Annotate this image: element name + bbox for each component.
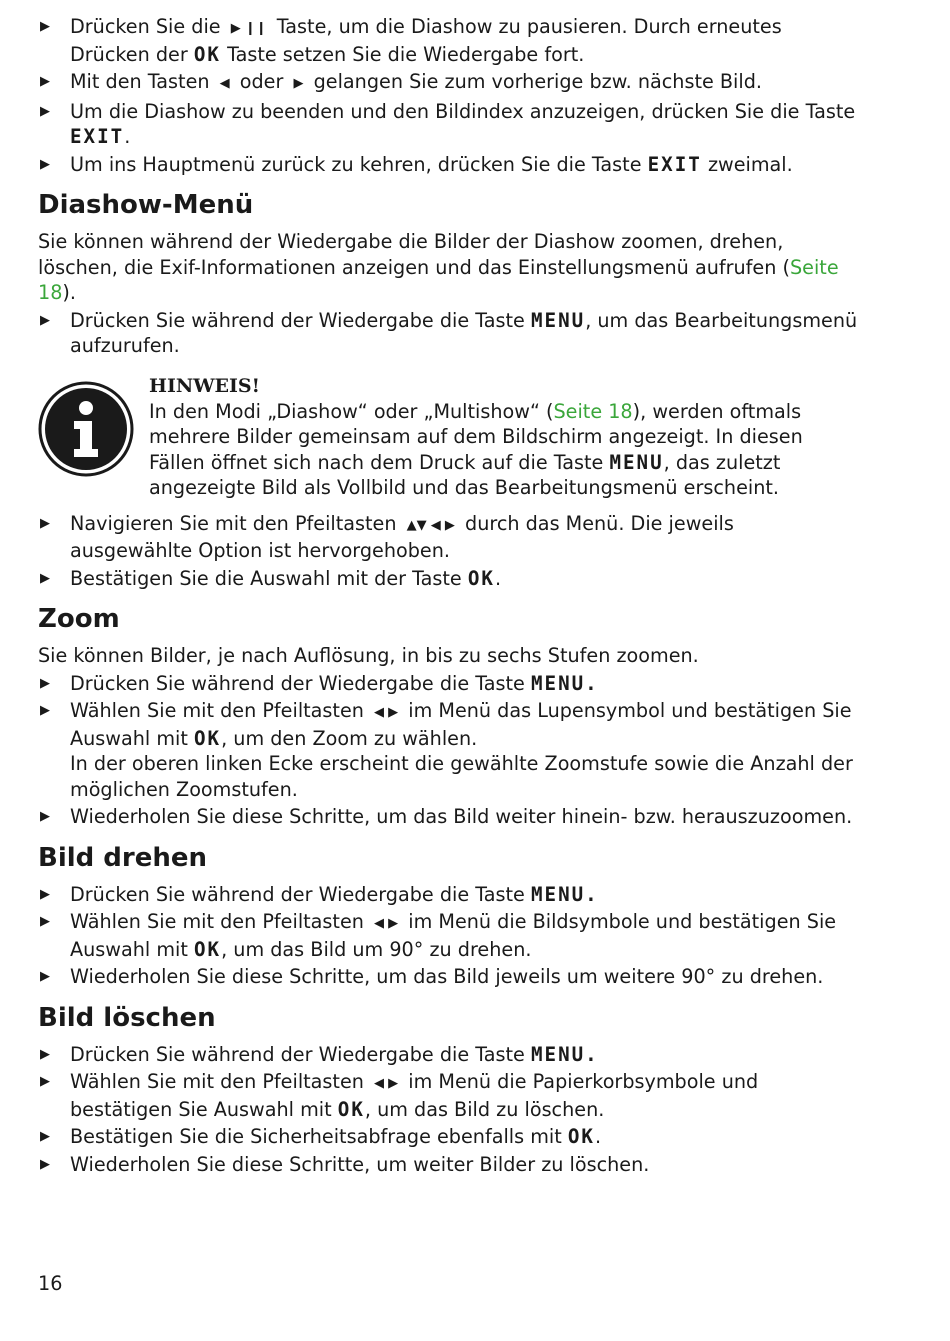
bullet-rotate-select [38,909,858,962]
text: Drücken Sie während der Wiedergabe die Taste [70,308,525,332]
bullet-arrow-icon: ▶ [40,570,50,586]
text: ), werden oftmals mehrere Bilder gemeinsam auf dem Bildschirm angezeigt. In diesen Fällen öffnet sich nach dem Druck auf die Taste [149,399,803,474]
bullet-rotate-repeat [38,964,858,990]
note-box [38,373,858,501]
arrow-left-icon: ◀ [430,517,441,533]
text: im Menü das Lupensymbol und bestätigen Sie Auswahl mit [70,699,852,750]
text: im Menü die Papierkorbsymbole und bestätigen Sie Auswahl mit [70,1070,759,1121]
bullet-zoom-repeat [38,804,858,830]
bullet-arrow-icon: ▶ [40,515,50,531]
bullet-arrow-icon: ▶ [40,886,50,902]
arrow-left-icon: ◀ [374,705,385,720]
text: . [124,125,131,148]
text: Wiederholen Sie diese Schritte, um das Bild jeweils um weitere 90° zu drehen. [70,965,824,988]
bullet-delete-menu [38,1042,858,1068]
text: Wählen Sie mit den Pfeiltasten [70,910,364,933]
key-ok: OK [193,42,221,66]
note-text [149,399,858,501]
key-menu: MENU. [530,882,599,906]
page-link[interactable]: Seite 18 [38,255,839,304]
arrow-keys-icons [407,513,455,539]
text: Mit den Tasten [70,70,210,93]
text: , um den Zoom zu wählen. [221,726,478,750]
bullet-arrow-icon: ▶ [40,969,50,984]
arrow-up-icon: ▲ [406,517,417,533]
text: Drücken Sie während der Wiedergabe die Taste [70,882,525,906]
text: Wiederholen Sie diese Schritte, um weiter Bilder zu löschen. [70,1152,650,1176]
paragraph-diashow [38,229,858,306]
bullet-arrow-icon: ▶ [40,703,50,718]
key-ok: OK [337,1097,365,1121]
page-content [38,14,858,1179]
bullet-arrow-icon: ▶ [40,312,50,328]
bullet-confirm [38,566,858,592]
bullet-arrow-icon: ▶ [40,809,50,824]
bullet-arrow-icon: ▶ [40,74,50,89]
key-menu: MENU. [530,1042,599,1066]
text: Wiederholen Sie diese Schritte, um das Bild weiter hinein- bzw. herauszuzoomen. [70,805,853,828]
bullet-arrow-icon: ▶ [40,103,50,119]
text: In den Modi „Diashow“ oder „Multishow“ ( [149,399,554,423]
paragraph-zoom: Sie können Bilder, je nach Auflösung, in bis zu sechs Stufen zoomen. [38,644,699,667]
page-link[interactable]: Seite 18 [553,399,633,423]
bullet-arrow-icon: ▶ [40,156,50,172]
key-menu: MENU [530,308,586,332]
arrow-right-icon: ▶ [444,517,455,533]
text: ). [62,281,77,304]
arrow-right-icon: ▶ [388,916,399,931]
text: , das zuletzt angezeigte Bild als Vollbild und das Bearbeitungsmenü erscheint. [149,450,781,499]
text: , um das Bild zu löschen. [364,1097,605,1121]
text: . [594,1125,602,1148]
arrow-left-icon: ◀ [374,916,385,931]
text: Navigieren Sie mit den Pfeiltasten [70,511,397,535]
arrow-left-right-icons [374,911,398,937]
key-exit: EXIT [647,152,702,176]
text: . [494,566,502,590]
key-ok: OK [193,726,222,750]
bullet-navigate [38,69,858,97]
text: Um ins Hauptmenü zurück zu kehren, drücken Sie die Taste [70,152,642,176]
text: zweimal. [707,152,793,176]
text: Taste setzen Sie die Wiedergabe fort. [227,42,585,66]
bullet-open-menu [38,308,858,359]
text: oder [239,70,284,93]
heading-bild-drehen: Bild drehen [38,842,208,873]
text: Bestätigen Sie die Sicherheitsabfrage ebenfalls mit [70,1125,562,1148]
bullet-delete-repeat [38,1152,858,1178]
heading-zoom: Zoom [38,604,120,634]
key-exit: EXIT [70,125,125,148]
arrow-left-right-icons [374,700,398,726]
bullet-arrow-icon: ▶ [40,1074,50,1089]
key-menu: MENU [609,450,664,474]
text: Wählen Sie mit den Pfeiltasten [70,699,364,722]
bullet-delete-confirm [38,1124,858,1150]
arrow-left-icon: ◀ [219,76,230,91]
arrow-left-right-icons [374,1071,398,1097]
key-ok: OK [567,1125,595,1148]
key-menu: MENU. [530,671,599,695]
text: , um das Bild um 90° zu drehen. [221,937,532,961]
bullet-rotate-menu [38,882,858,908]
text: gelangen Sie zum vorherige bzw. nächste Bild. [313,70,762,93]
bullet-arrow-navigation [38,511,858,564]
text: Drücken Sie während der Wiedergabe die Taste [70,671,525,695]
key-ok: OK [193,937,222,961]
text: Bestätigen Sie die Auswahl mit der Taste [70,566,462,590]
key-ok: OK [467,566,495,590]
info-icon [38,381,134,477]
bullet-arrow-icon: ▶ [40,19,50,34]
arrow-right-icon: ▶ [388,1076,399,1091]
note-title: HINWEIS! [149,374,260,397]
arrow-down-icon: ▼ [416,517,427,533]
bullet-arrow-icon: ▶ [40,1046,50,1062]
arrow-left-icon: ◀ [374,1076,385,1091]
bullet-delete-select [38,1069,858,1122]
bullet-arrow-icon: ▶ [40,1156,50,1172]
bullet-arrow-icon: ▶ [40,1129,50,1144]
bullet-exit-main [38,152,858,178]
page-number: 16 [38,1272,63,1295]
text: , um das Bearbeitungsmenü aufzurufen. [70,308,858,357]
text: In der oberen linken Ecke erscheint die gewählte Zoomstufe sowie die Anzahl der möglichen Zoomstufen. [70,752,853,801]
text: Wählen Sie mit den Pfeiltasten [70,1070,364,1093]
text: durch das Menü. Die jeweils ausgewählte Option ist hervorgehoben. [70,511,734,562]
bullet-zoom-select [38,698,858,802]
text: Drücken Sie die [70,15,221,38]
bullet-arrow-icon: ▶ [40,675,50,691]
bullet-zoom-menu [38,671,858,697]
text: Sie können während der Wiedergabe die Bilder der Diashow zoomen, drehen, löschen, die Exif-Informationen anzeigen und das Einstellungsmenü aufrufen ( [38,230,790,279]
play-pause-icon: ▶ ❙❙ [230,21,267,36]
text: Um die Diashow zu beenden und den Bildindex anzuzeigen, drücken Sie die Taste [70,99,856,123]
text: Taste, um die Diashow zu pausieren. Durch erneutes Drücken der [70,15,782,66]
text: Drücken Sie während der Wiedergabe die Taste [70,1042,525,1066]
heading-bild-loeschen: Bild löschen [38,1002,216,1033]
text: im Menü die Bildsymbole und bestätigen Sie Auswahl mit [70,910,837,961]
bullet-pause [38,14,858,67]
bullet-arrow-icon: ▶ [40,914,50,929]
bullet-exit-index [38,99,858,150]
heading-diashow-menu: Diashow-Menü [38,190,254,220]
arrow-right-icon: ▶ [388,705,399,720]
arrow-right-icon: ▶ [293,76,304,91]
